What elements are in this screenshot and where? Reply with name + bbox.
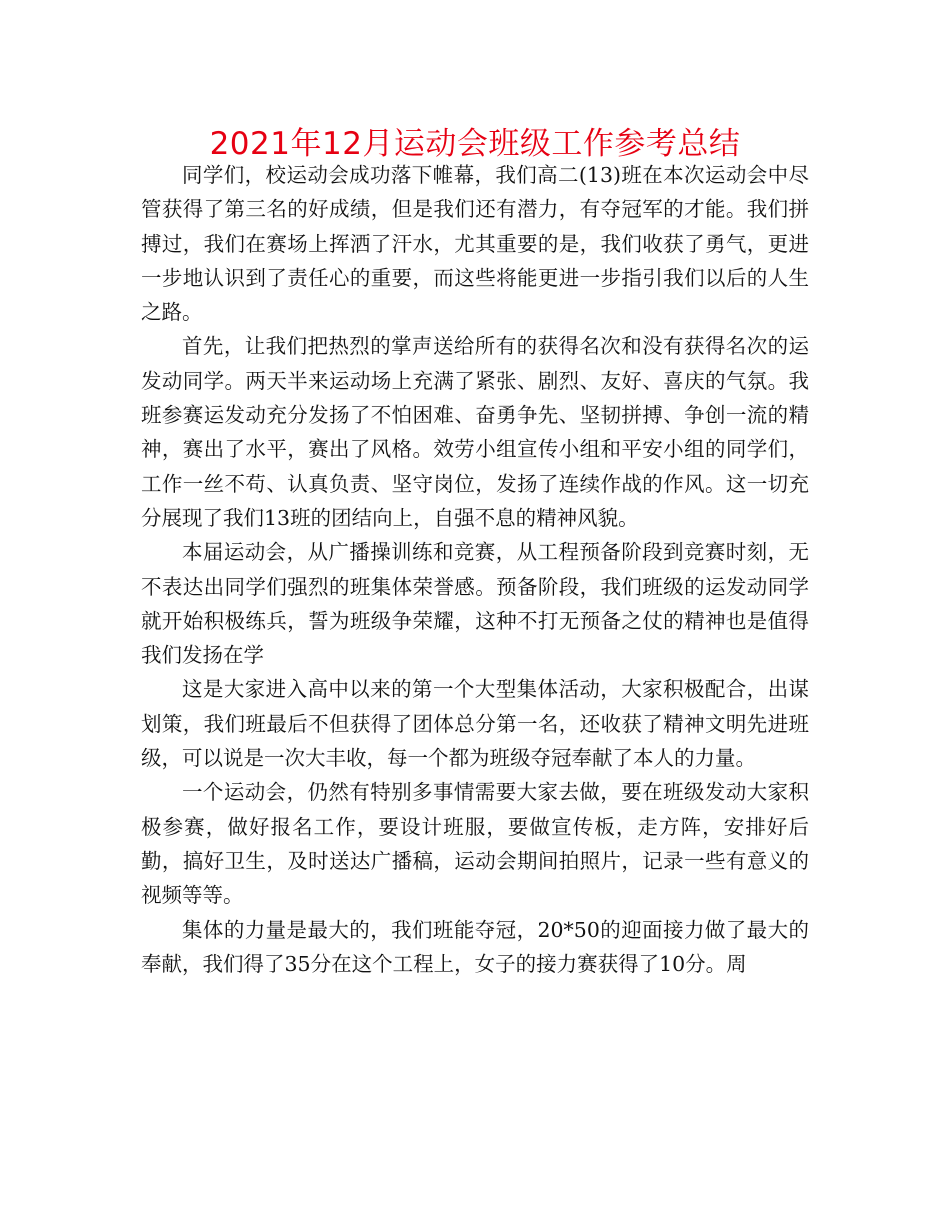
paragraph-6: 集体的力量是最大的，我们班能夺冠，20*50的迎面接力做了最大的奉献，我们得了35分在这个工程上，女子的接力赛获得了10分。周: [141, 917, 809, 976]
paragraph-1: 同学们，校运动会成功落下帷幕，我们高二(13)班在本次运动会中尽管获得了第三名的好成绩，但是我们还有潜力，有夺冠军的才能。我们拼搏过，我们在赛场上挥洒了汗水，尤其重要的是，我们收获了勇气，更进一步地认识到了责任心的重要，而这些将能更进一步指引我们以后的人生之路。: [141, 163, 809, 325]
document-body: [141, 158, 809, 981]
paragraph-3: 本届运动会，从广播操训练和竞赛，从工程预备阶段到竞赛时刻，无不表达出同学们强烈的班集体荣誉感。预备阶段，我们班级的运发动同学就开始积极练兵，誓为班级争荣耀，这种不打无预备之仗的精神也是值得我们发扬在学: [141, 540, 809, 668]
paragraph-5: 一个运动会，仍然有特别多事情需要大家去做，要在班级发动大家积极参赛，做好报名工作，要设计班服，要做宣传板，走方阵，安排好后勤，搞好卫生，及时送达广播稿，运动会期间拍照片，记录一些有意义的视频等等。: [141, 780, 809, 908]
paragraph-4: 这是大家进入高中以来的第一个大型集体活动，大家积极配合，出谋划策，我们班最后不但获得了团体总分第一名，还收获了精神文明先进班级，可以说是一次大丰收，每一个都为班级夺冠奉献了本人的力量。: [141, 677, 809, 771]
document-title: 2021年12月运动会班级工作参考总结: [209, 126, 741, 162]
paragraph-2: 首先，让我们把热烈的掌声送给所有的获得名次和没有获得名次的运发动同学。两天半来运动场上充满了紧张、剧烈、友好、喜庆的气氛。我班参赛运发动充分发扬了不怕困难、奋勇争先、坚韧拼搏、争创一流的精神，赛出了水平，赛出了风格。效劳小组宣传小组和平安小组的同学们，工作一丝不苟、认真负责、坚守岗位，发扬了连续作战的作风。这一切充分展现了我们13班的团结向上，自强不息的精神风貌。: [141, 334, 809, 530]
